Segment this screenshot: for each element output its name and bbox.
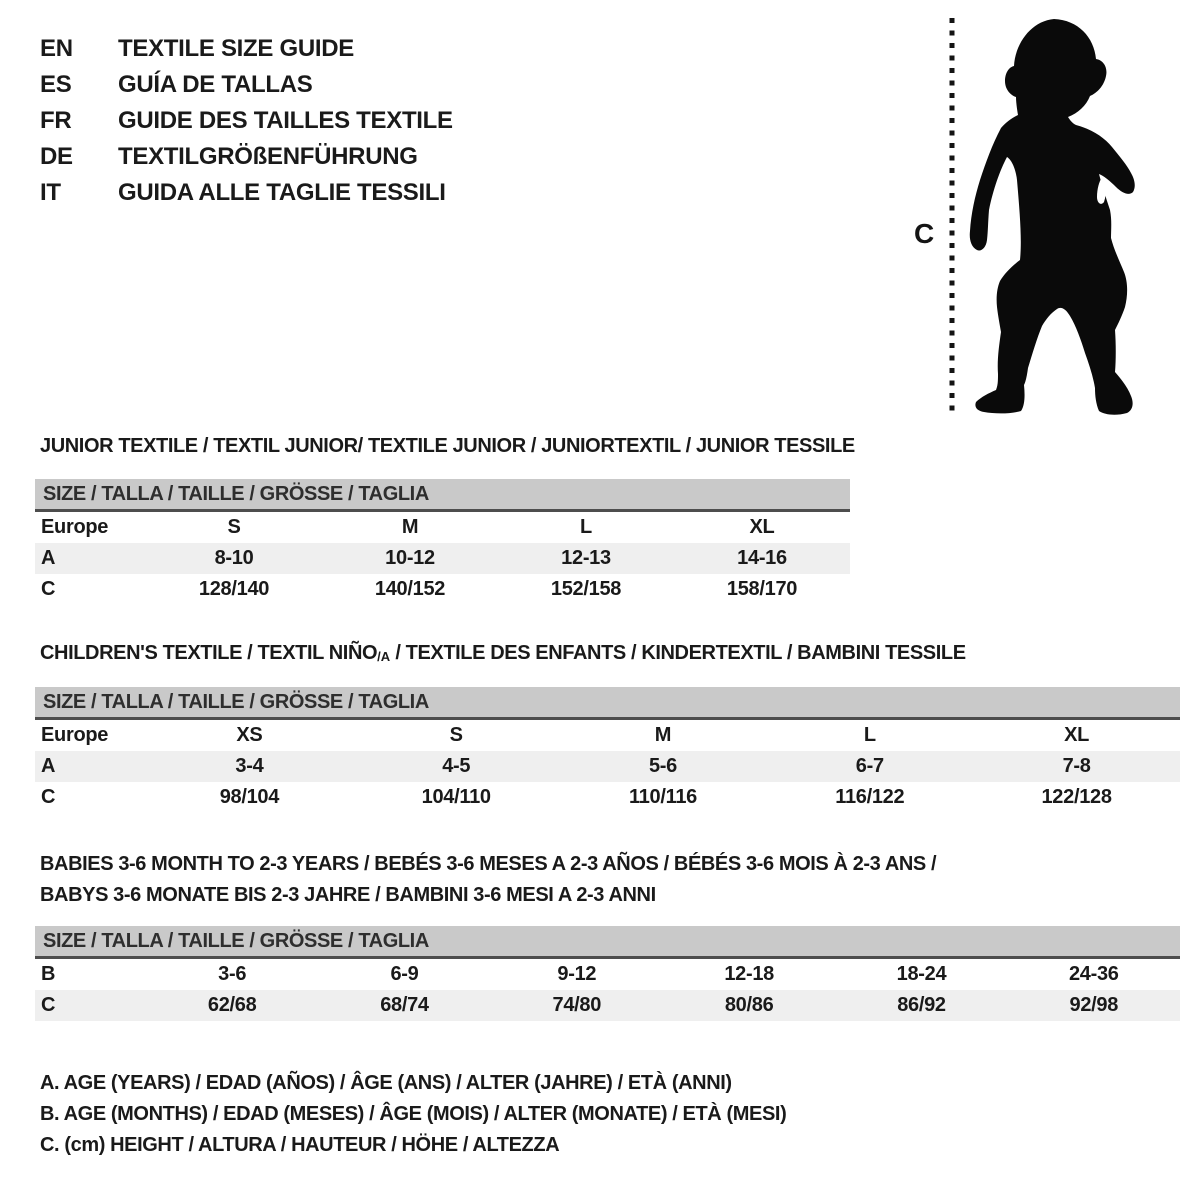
cell: 80/86 [724, 994, 774, 1016]
cell: 62/68 [207, 994, 257, 1016]
lang-row-es [40, 67, 453, 103]
cell: 12-13 [561, 547, 611, 569]
size-header-bar: SIZE / TALLA / TAILLE / GRÖSSE / TAGLIA [35, 926, 1180, 959]
legend-line-a: A. AGE (YEARS) / EDAD (AÑOS) / ÂGE (ANS) / ALTER (JAHRE) / ETÀ (ANNI) [40, 1072, 732, 1094]
lang-row-it [40, 175, 453, 211]
cell: 24-36 [1068, 963, 1119, 985]
cell: 3-4 [235, 755, 264, 777]
lang-code: DE [40, 143, 73, 170]
cell: 6-9 [390, 963, 419, 985]
cell: 68/74 [380, 994, 429, 1016]
cell: 18-24 [896, 963, 947, 985]
children-section-heading [40, 641, 966, 669]
table-row-height [35, 990, 1180, 1021]
cell: M [401, 516, 419, 538]
table-row-months [35, 959, 1180, 990]
lang-code: FR [40, 107, 72, 134]
babies-section-heading [40, 849, 936, 911]
table-row-age [35, 543, 850, 574]
cell: S [449, 724, 463, 746]
cell: 92/98 [1069, 994, 1119, 1016]
cell: 3-6 [218, 963, 247, 985]
lang-row-en [40, 31, 453, 67]
babies-size-table [35, 926, 1180, 1021]
table-row-height [35, 782, 1180, 813]
size-header-bar: SIZE / TALLA / TAILLE / GRÖSSE / TAGLIA [35, 687, 1180, 720]
lang-title: GUÍA DE TALLAS [118, 71, 313, 98]
children-size-table [35, 687, 1180, 813]
cell: 8-10 [214, 547, 254, 569]
cell: 86/92 [897, 994, 946, 1016]
babies-heading-line2: BABYS 3-6 MONATE BIS 2-3 JAHRE / BAMBINI 3-6 MESI A 2-3 ANNI [40, 884, 656, 906]
row-label: A [41, 755, 56, 777]
cell: 128/140 [198, 578, 270, 600]
row-label: C [41, 994, 56, 1016]
cell: 4-5 [442, 755, 471, 777]
cell: M [654, 724, 672, 746]
row-label: Europe [41, 724, 109, 746]
cell: 9-12 [557, 963, 597, 985]
lang-title: TEXTILE SIZE GUIDE [118, 35, 354, 62]
cell: 10-12 [385, 547, 435, 569]
row-label: C [41, 786, 56, 808]
cell: S [227, 516, 241, 538]
lang-row-de [40, 139, 453, 175]
lang-title: GUIDE DES TAILLES TEXTILE [118, 107, 453, 134]
table-row-age [35, 751, 1180, 782]
cell: XL [749, 516, 775, 538]
table-row-europe [35, 720, 1180, 751]
cell: 14-16 [737, 547, 787, 569]
cell: 12-18 [724, 963, 774, 985]
cell: 5-6 [648, 755, 677, 777]
language-title-list [40, 31, 453, 211]
cell: 104/110 [421, 786, 491, 808]
cell: XS [236, 724, 263, 746]
lang-code: IT [40, 179, 61, 206]
cell: 152/158 [550, 578, 622, 600]
row-label: Europe [41, 516, 109, 538]
children-heading-pre: CHILDREN'S TEXTILE / TEXTIL NIÑO [40, 642, 378, 664]
cell: 74/80 [552, 994, 602, 1016]
size-header-bar: SIZE / TALLA / TAILLE / GRÖSSE / TAGLIA [35, 479, 850, 512]
junior-size-table [35, 479, 850, 605]
cell: 7-8 [1062, 755, 1091, 777]
cell: 6-7 [855, 755, 884, 777]
measure-label-c: C [914, 218, 935, 249]
children-heading-sub: /A [377, 649, 391, 664]
row-label: A [41, 547, 56, 569]
lang-title: TEXTILGRÖßENFÜHRUNG [118, 143, 418, 170]
cell: 140/152 [374, 578, 446, 600]
toddler-silhouette-icon [900, 10, 1160, 425]
lang-code: EN [40, 35, 73, 62]
legend-line-b: B. AGE (MONTHS) / EDAD (MESES) / ÂGE (MOIS) / ALTER (MONATE) / ETÀ (MESI) [40, 1103, 787, 1125]
children-heading-post: / TEXTILE DES ENFANTS / KINDERTEXTIL / BAMBINI TESSILE [390, 642, 966, 664]
cell: 110/116 [628, 786, 697, 808]
cell: 116/122 [835, 786, 905, 808]
cell: L [580, 516, 592, 538]
row-label: C [41, 578, 56, 600]
junior-section-heading: JUNIOR TEXTILE / TEXTIL JUNIOR/ TEXTILE JUNIOR / JUNIORTEXTIL / JUNIOR TESSILE [40, 435, 855, 457]
height-measure-figure [900, 10, 1160, 425]
cell: 98/104 [219, 786, 280, 808]
cell: L [863, 724, 876, 746]
toddler-body [970, 19, 1135, 415]
lang-row-fr [40, 103, 453, 139]
measure-legend [40, 1068, 786, 1161]
babies-heading-line1: BABIES 3-6 MONTH TO 2-3 YEARS / BEBÉS 3-6 MESES A 2-3 AÑOS / BÉBÉS 3-6 MOIS À 2-3 ANS / [40, 853, 937, 875]
cell: 122/128 [1041, 786, 1112, 808]
lang-title: GUIDA ALLE TAGLIE TESSILI [118, 179, 446, 206]
legend-line-c: C. (cm) HEIGHT / ALTURA / HAUTEUR / HÖHE / ALTEZZA [40, 1134, 560, 1156]
lang-code: ES [40, 71, 72, 98]
table-row-europe [35, 512, 850, 543]
row-label: B [41, 963, 56, 985]
cell: XL [1064, 724, 1090, 746]
table-row-height [35, 574, 850, 605]
cell: 158/170 [726, 578, 798, 600]
